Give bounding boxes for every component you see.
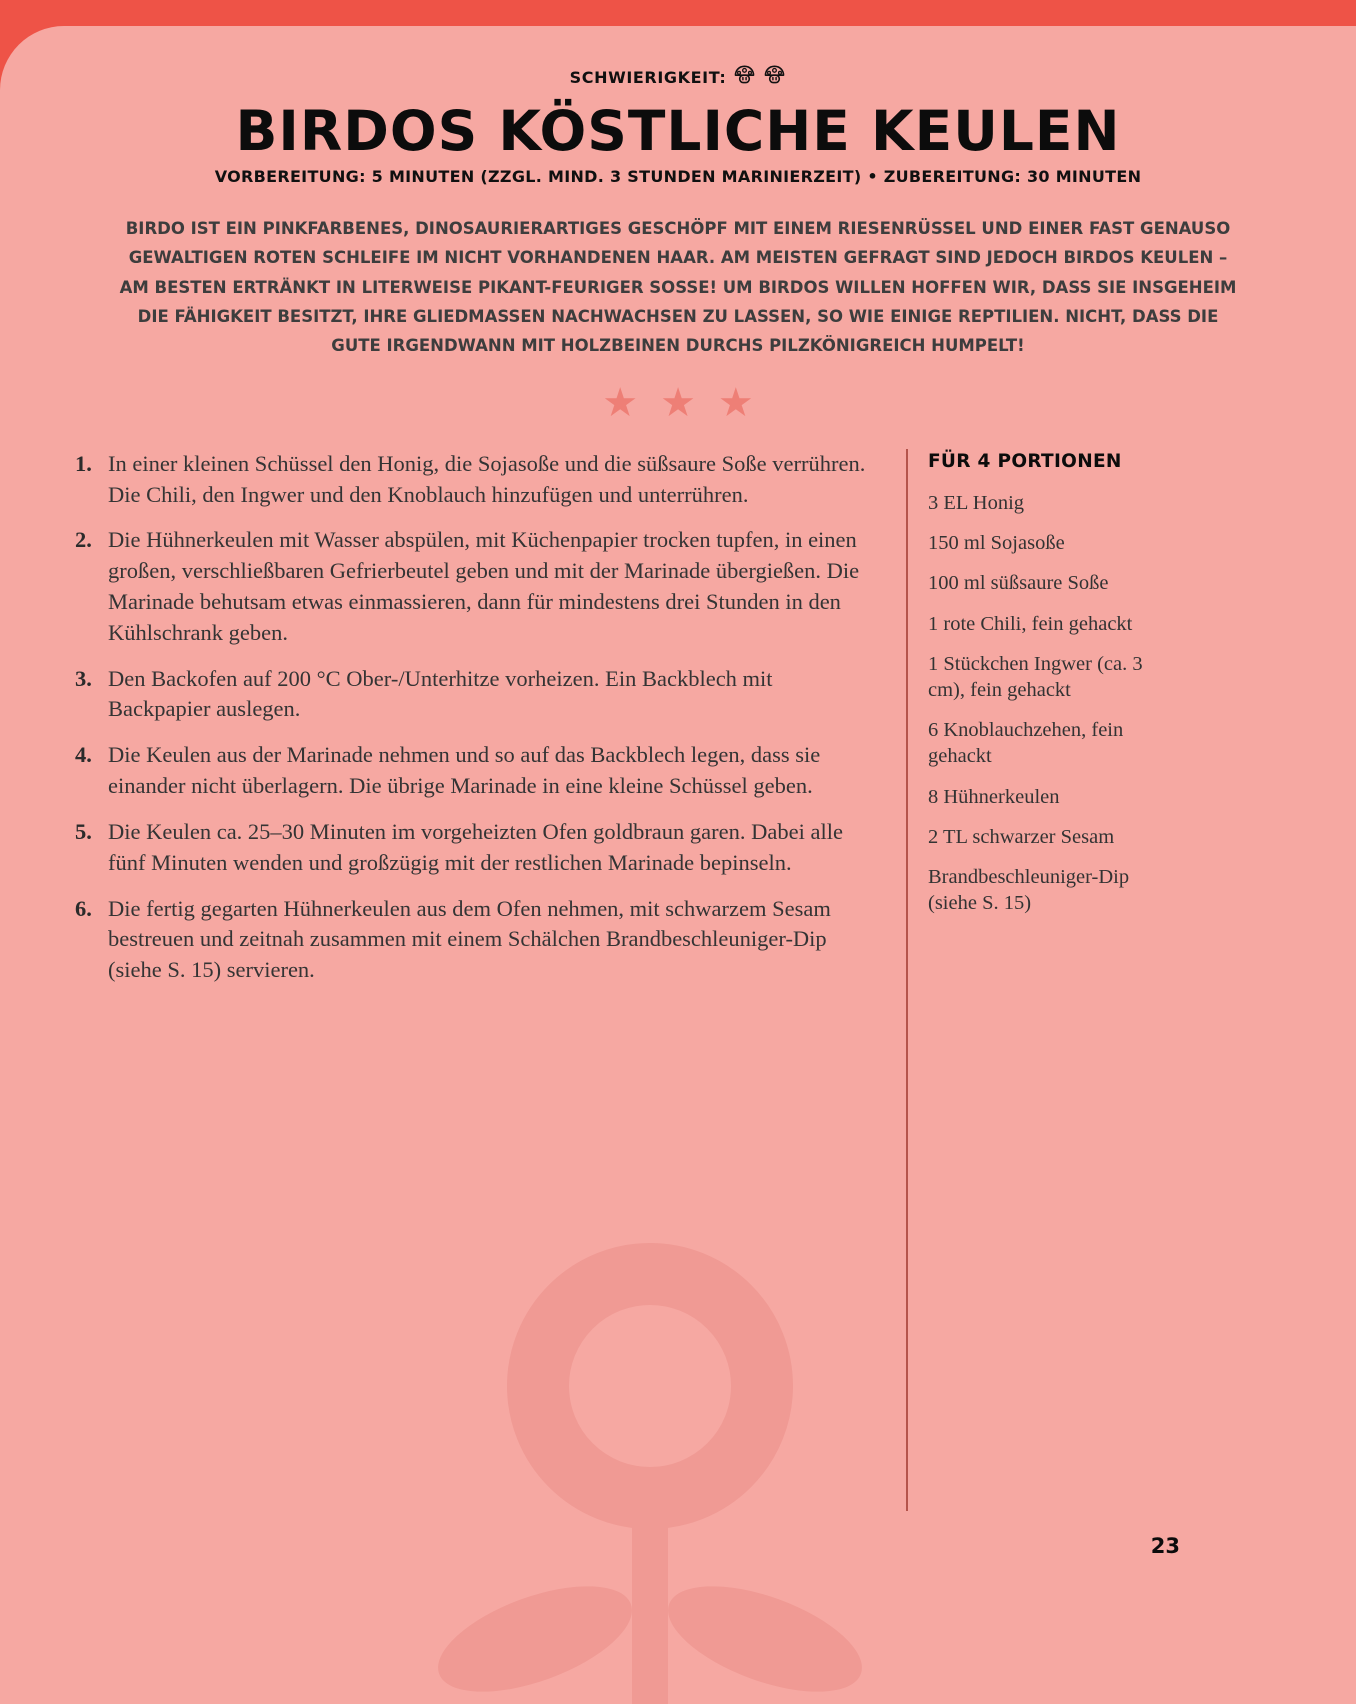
- ingredients-heading: FÜR 4 PORTIONEN: [928, 450, 1122, 472]
- step-number: 4.: [75, 742, 92, 768]
- recipe-page: [0, 26, 1356, 1704]
- page-number: 23: [1150, 1534, 1180, 1558]
- instruction-step: [75, 664, 875, 726]
- step-number: 2.: [75, 527, 92, 553]
- recipe-intro-text: BIRDO IST EIN PINKFARBENES, DINOSAURIERARTIGES GESCHÖPF MIT EINEM RIESENRÜSSEL UND EINER FAST GENAUSO GEWALTIGEN ROTEN SCHLEIFE IM NICHT VORHANDENEN HAAR. AM MEISTEN GEFRAGT SIND JEDOCH BIRDOS KEULEN – AM BESTEN ERTRÄNKT IN LITERWEISE PIKANT-FEURIGER SOSSE! UM BIRDOS WILLEN HOFFEN WIR, DASS SIE INSGEHEIM DIE FÄHIGKEIT BESITZT, IHRE GLIEDMASSEN NACHWACHSEN ZU LASSEN, SO WIE EINIGE REPTILIEN. NICHT, DASS DIE GUTE IRGENDWANN MIT HOLZBEINEN DURCHS PILZKÖNIGREICH HUMPELT!: [119, 219, 1237, 356]
- step-text: Die Keulen ca. 25–30 Minuten im vorgeheizten Ofen goldbraun garen. Dabei alle fünf Minuten wenden und großzügig mit der restlichen Marinade bepinseln.: [108, 818, 843, 875]
- step-text: Die fertig gegarten Hühnerkeulen aus dem Ofen nehmen, mit schwarzem Sesam bestreuen und zeitnah zusammen mit einem Schälchen Brandbeschleuniger-Dip (siehe S. 15) servieren.: [108, 895, 831, 983]
- difficulty-label: SCHWIERIGKEIT:: [569, 68, 727, 87]
- recipe-header: [0, 26, 1356, 423]
- ingredient-item: 1 Stückchen Ingwer (ca. 3 cm), fein gehackt: [928, 652, 1143, 701]
- mushroom-icon: [733, 64, 756, 91]
- instruction-step: [75, 525, 875, 648]
- difficulty-row: [0, 64, 1356, 91]
- ingredients-sidebar: [908, 449, 1183, 1511]
- instruction-step: [75, 817, 875, 879]
- ingredient-item: 2 TL schwarzer Sesam: [928, 825, 1115, 848]
- step-text: Die Keulen aus der Marinade nehmen und so auf das Backblech legen, dass sie einander nicht überlagern. Die übrige Marinade in eine kleine Schüssel geben.: [108, 742, 821, 799]
- instructions-list: [75, 449, 875, 1511]
- star-rating-icon: ★★★: [602, 379, 776, 425]
- step-number: 3.: [75, 665, 92, 691]
- ingredient-item: 8 Hühnerkeulen: [928, 785, 1060, 808]
- recipe-title: BIRDOS KÖSTLICHE KEULEN: [235, 99, 1121, 163]
- step-text: Die Hühnerkeulen mit Wasser abspülen, mit Küchenpapier trocken tupfen, in einen großen, verschließbaren Gefrierbeutel geben und mit der Marinade übergießen. Die Marinade behutsam etwas einmassieren, dann für mindestens drei Stunden in den Kühlschrank geben.: [108, 527, 860, 645]
- mushroom-icon: [763, 64, 786, 91]
- ingredient-item: 3 EL Honig: [928, 491, 1025, 514]
- step-number: 1.: [75, 450, 92, 476]
- ingredient-item: 100 ml süßsaure Soße: [928, 572, 1109, 595]
- step-text: In einer kleinen Schüssel den Honig, die Sojasoße und die süßsaure Soße verrühren. Die Chili, den Ingwer und den Knoblauch hinzufügen und unterrühren.: [108, 450, 866, 507]
- instruction-step: [75, 894, 875, 986]
- ingredient-item: 150 ml Sojasoße: [928, 532, 1065, 555]
- step-number: 5.: [75, 818, 92, 844]
- instruction-step: [75, 449, 875, 511]
- ingredient-item: Brandbeschleuniger-Dip (siehe S. 15): [928, 866, 1130, 915]
- instruction-step: [75, 740, 875, 802]
- recipe-body: [0, 423, 1356, 1511]
- step-number: 6.: [75, 895, 92, 921]
- ingredient-item: 6 Knoblauchzehen, fein gehackt: [928, 719, 1124, 768]
- step-text: Den Backofen auf 200 °C Ober-/Unterhitze vorheizen. Ein Backblech mit Backpapier auslegen.: [108, 665, 773, 722]
- ingredient-item: 1 rote Chili, fein gehackt: [928, 612, 1133, 635]
- prep-time-line: VORBEREITUNG: 5 MINUTEN (ZZGL. MIND. 3 STUNDEN MARINIERZEIT) • ZUBEREITUNG: 30 MINUTEN: [214, 167, 1142, 186]
